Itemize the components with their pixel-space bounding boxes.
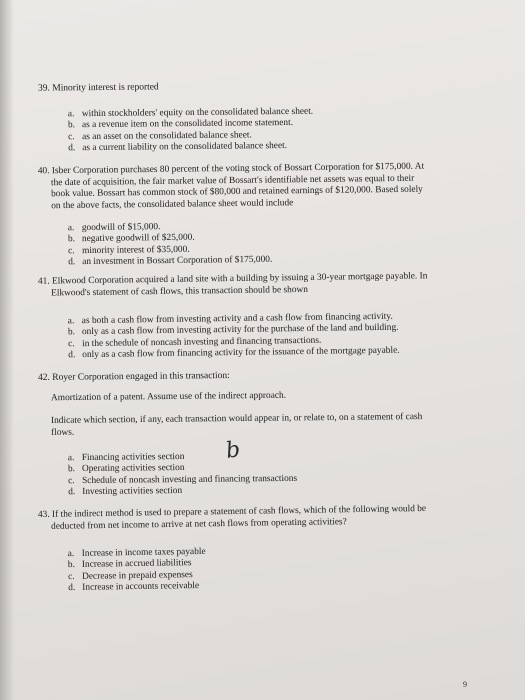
question-39-option-b: b. as a revenue item on the consolidated income statement. [67,118,294,131]
page-edge-shadow [0,0,14,700]
question-39-option-d: d. as a current liability on the consolidated balance sheet. [68,141,288,154]
question-43-option-b: b. Increase in accrued liabilities [67,558,192,571]
question-40-stem: 40. Isber Corporation purchases 80 percent of the voting stock of Bossart Corporation for $175,000. At the date of acquisition, the fair market value of Bossart's identifiable net assets was equal to their book value. Bossart has common stock of $80,000 and retained earnings of $120,000. Based solely on the above facts, the consolidated balance sheet would include [37,161,425,211]
question-39-options [68,107,314,155]
question-43-option-c: c. Decrease in prepaid expenses [68,569,193,582]
question-40-option-d: d. an investment in Bossart Corporation of $175,000. [68,254,273,268]
question-41-stem: 41. Elkwood Corporation acquired a land site with a building by issuing a 30-year mortgage payable. In Elkwood's statement of cash flows, this transaction should be shown [37,271,428,299]
question-41-option-c: c. in the schedule of noncash investing and financing transactions. [68,335,322,350]
question-42-instructions: Indicate which section, if any, each transaction would appear in, or relate to, on a statement of cash flows. [50,412,423,438]
handwritten-answer: b [224,437,242,464]
question-39-option-a: a. within stockholders' equity on the consolidated balance sheet. [67,106,314,120]
question-40-option-c: c. minority interest of $35,000. [68,244,190,257]
question-42-option-c: c. Schedule of noncash investing and financing transactions [68,473,298,487]
page-number: 9 [463,680,467,689]
question-41-option-b: b. only as a cash flow from investing activity for the purchase of the land and building. [67,323,399,338]
question-42-options [68,451,298,499]
question-43-option-d: d. Increase in accounts receivable [68,581,200,594]
question-39-option-c: c. as an asset on the consolidated balance sheet. [68,130,252,143]
question-41-option-a: a. as both a cash flow from investing activity and a cash flow from financing activity. [67,311,393,327]
question-41-options [68,312,400,362]
question-40-option-b: b. negative goodwill of $25,000. [67,233,195,245]
question-42-option-a: a. Financing activities section [67,451,185,464]
question-42-option-b: b. Operating activities section [67,463,185,475]
question-42-stem: 42. Royer Corporation engaged in this transaction: [37,369,230,384]
question-40-option-a: a. goodwill of $15,000. [67,222,161,234]
question-42-transaction: Amortization of a patent. Assume use of the indirect approach. [50,390,287,404]
question-40-options [68,221,273,269]
question-42-option-d: d. Investing activities section [68,486,183,498]
question-43-options [68,547,207,595]
question-43-stem: 43. If the indirect method is used to prepare a statement of cash flows, which of the following would be deducted from net income to arrive at net cash flows from operating activities? [37,503,427,532]
question-41-option-d: d. only as a cash flow from financing activity for the issuance of the mortgage payable. [68,345,400,361]
question-43-option-a: a. Increase in income taxes payable [67,546,206,560]
question-39-stem: 39. Minority interest is reported [37,81,159,94]
